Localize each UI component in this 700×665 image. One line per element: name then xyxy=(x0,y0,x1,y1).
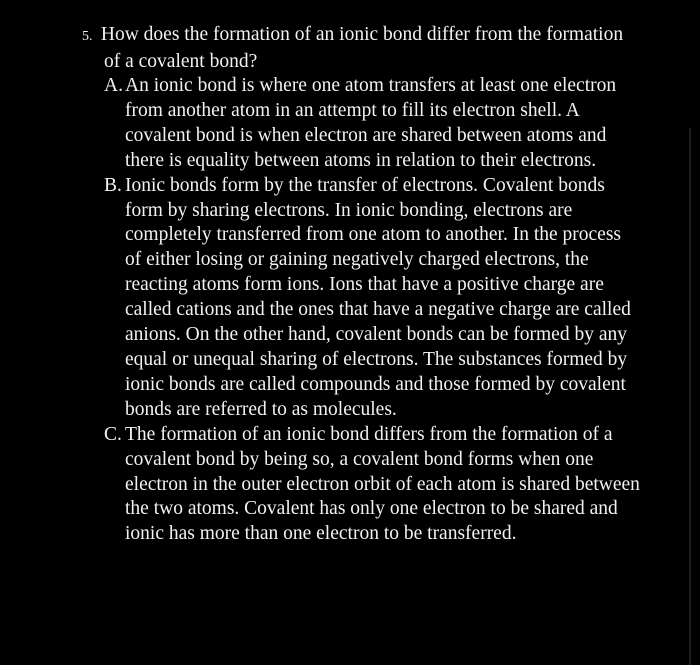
answer-text: The formation of an ionic bond differs from the formation of a covalent bond by being so, a covalent bond forms when one electron in the outer electron orbit of each atom is shared between the two atoms. Covalent has only one electron to be shared and ionic has more than one electron to be transferred. xyxy=(125,423,640,545)
scrollbar-track xyxy=(689,128,691,665)
question-stem xyxy=(82,22,642,74)
question-text: How does the formation of an ionic bond differ from the formation of a covalent bond? xyxy=(100,24,624,72)
answer-text: Ionic bonds form by the transfer of electrons. Covalent bonds form by sharing electrons. In ionic bonding, electrons are completely transferred from one atom to another. In the process of either losing or gaining negatively charged electrons, the reacting atoms form ions. Ions that have a positive charge are called cations and the ones that have a negative charge are called anions. On the other hand, covalent bonds can be formed by any equal or unequal sharing of electrons. The substances formed by ionic bonds are called compounds and those formed by covalent bonds are referred to as molecules. xyxy=(125,174,631,420)
answer-c xyxy=(104,423,642,548)
answer-a xyxy=(104,74,642,174)
answer-list xyxy=(82,74,642,547)
answer-text: An ionic bond is where one atom transfers at least one electron from another atom in an attempt to fill its electron shell. A covalent bond is when electron are shared between atoms and there is equality between atoms in relation to their electrons. xyxy=(125,75,617,171)
question-number: 5. xyxy=(82,29,93,44)
answer-letter: A. xyxy=(104,75,123,96)
answer-letter: C. xyxy=(104,423,122,445)
answer-letter: B. xyxy=(104,174,122,196)
question-block xyxy=(82,22,642,547)
answer-b xyxy=(104,174,642,423)
